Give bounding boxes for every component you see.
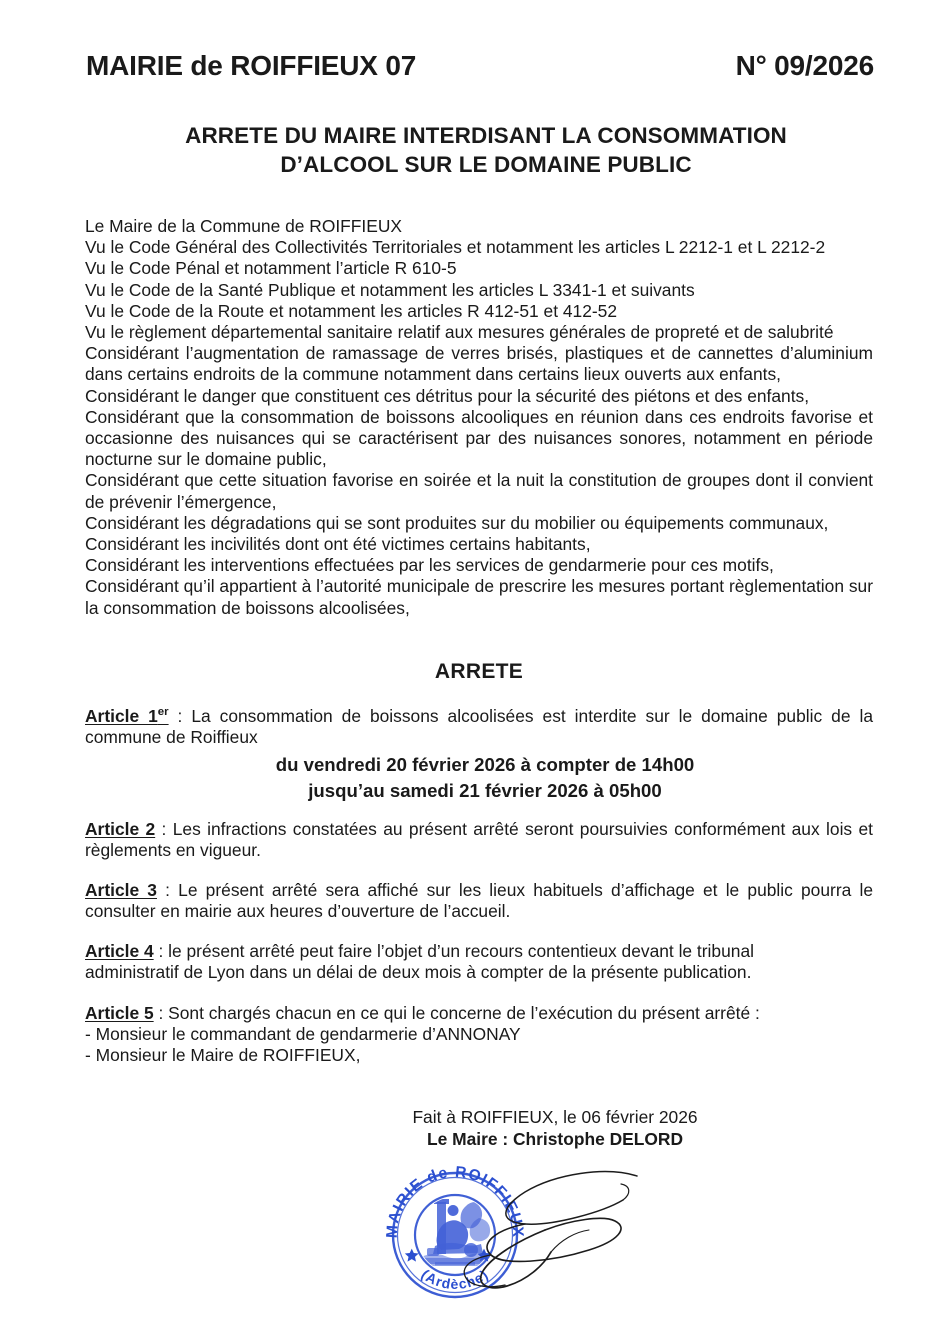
article-2-label: Article 2 (85, 819, 156, 839)
handwritten-signature (375, 1158, 655, 1308)
document-body (85, 216, 873, 619)
article-4-label: Article 4 (85, 941, 154, 961)
article-5-item-1: - Monsieur le commandant de gendarmerie d’ANNONAY (85, 1024, 521, 1045)
article-4-line-2: administratif de Lyon dans un délai de deux mois à compter de la présente publication. (85, 962, 752, 983)
article-1-label (85, 706, 169, 726)
article-2 (85, 819, 873, 861)
article-4 (85, 941, 873, 983)
signature-block (407, 1106, 703, 1150)
page-title-line-2: D’ALCOOL SUR LE DOMAINE PUBLIC (280, 152, 692, 177)
page-title-line-1: ARRETE DU MAIRE INTERDISANT LA CONSOMMATION (185, 123, 787, 148)
preamble-line-5: Vu le Code de la Route et notamment les articles R 412-51 et 412-52 (85, 300, 618, 321)
article-3-label: Article 3 (85, 880, 157, 900)
article-4-text-line-1: : le présent arrêté peut faire l’objet d’un recours contentieux devant le tribunal (153, 941, 754, 961)
considerant-5: Considérant les dégradations qui se sont produites sur du mobilier ou équipements communaux, (85, 512, 829, 533)
article-1-label-text: Article 1 (85, 706, 158, 726)
preamble-line-4: Vu le Code de la Santé Publique et notamment les articles L 3341-1 et suivants (85, 279, 695, 300)
signature-place-date: Fait à ROIFFIEUX, le 06 février 2026 (412, 1107, 698, 1127)
preamble-line-1: Le Maire de la Commune de ROIFFIEUX (85, 216, 403, 236)
official-stamp-area (375, 1158, 655, 1308)
article-5 (85, 1003, 873, 1067)
preamble-line-6: Vu le règlement départemental sanitaire relatif aux mesures générales de propreté et de salubrité (85, 322, 834, 343)
article-3 (85, 880, 873, 922)
article-3-text: : Le présent arrêté sera affiché sur les lieux habituels d’affichage et le public pourra le consulter en mairie aux heures d’ouverture de l’accueil. (85, 880, 873, 922)
article-1-date-end: jusqu’au samedi 21 février 2026 à 05h00 (308, 780, 662, 801)
article-1-dates (85, 752, 885, 804)
article-1-date-start: du vendredi 20 février 2026 à compter de 14h00 (275, 754, 695, 775)
preamble-line-2: Vu le Code Général des Collectivités Territoriales et notamment les articles L 2212-1 et L 2212-2 (85, 237, 826, 258)
article-1 (85, 706, 873, 748)
preamble-line-3: Vu le Code Pénal et notamment l’article R 610-5 (85, 258, 457, 279)
considerant-8: Considérant qu’il appartient à l’autorité municipale de prescrire les mesures portant règlementation sur la consommation de boissons alcoolisées, (85, 576, 873, 618)
page-title (86, 121, 886, 179)
article-5-label: Article 5 (85, 1003, 154, 1023)
article-2-text: : Les infractions constatées au présent arrêté seront poursuivies conformément aux lois et règlements en vigueur. (85, 819, 873, 861)
seal-top-text: MAIRIE de ROIFFIEUX (383, 1163, 527, 1239)
arrete-heading: ARRETE (434, 660, 524, 683)
considerant-1: Considérant l’augmentation de ramassage de verres brisés, plastiques et de cannettes d’aluminium dans certains endroits de la commune notamment dans certains lieux ouverts aux enfants, (85, 343, 873, 385)
seal-bottom-text: (Ardèche) (418, 1266, 492, 1292)
article-1-label-superscript: er (157, 706, 169, 719)
article-5-item-2: - Monsieur le Maire de ROIFFIEUX, (85, 1045, 361, 1066)
considerant-6: Considérant les incivilités dont ont été victimes certains habitants, (85, 534, 591, 555)
article-5-text: : Sont chargés chacun en ce qui le concerne de l’exécution du présent arrêté : (153, 1003, 760, 1023)
considerant-7: Considérant les interventions effectuées par les services de gendarmerie pour ces motifs, (85, 555, 774, 576)
document-header (86, 50, 874, 82)
considerant-2: Considérant le danger que constituent ces détritus pour la sécurité des piétons et des enfants, (85, 385, 810, 406)
article-5-line-1 (85, 1003, 873, 1024)
mairie-title: MAIRIE de ROIFFIEUX 07 (86, 50, 417, 81)
article-4-line-1 (85, 941, 873, 962)
document-number: N° 09/2026 (735, 50, 874, 81)
considerant-4: Considérant que cette situation favorise en soirée et la nuit la constitution de groupes dont il convient de prévenir l’émergence, (85, 470, 873, 512)
article-1-text: : La consommation de boissons alcoolisées est interdite sur le domaine public de la commune de Roiffieux (85, 706, 873, 748)
signature-mayor-name: Le Maire : Christophe DELORD (426, 1129, 684, 1149)
considerant-3: Considérant que la consommation de boissons alcooliques en réunion dans ces endroits favorise et occasionne des nuisances qui se caractérisent par des nuisances sonores, notamment en période nocturne sur le domaine public, (85, 406, 873, 470)
